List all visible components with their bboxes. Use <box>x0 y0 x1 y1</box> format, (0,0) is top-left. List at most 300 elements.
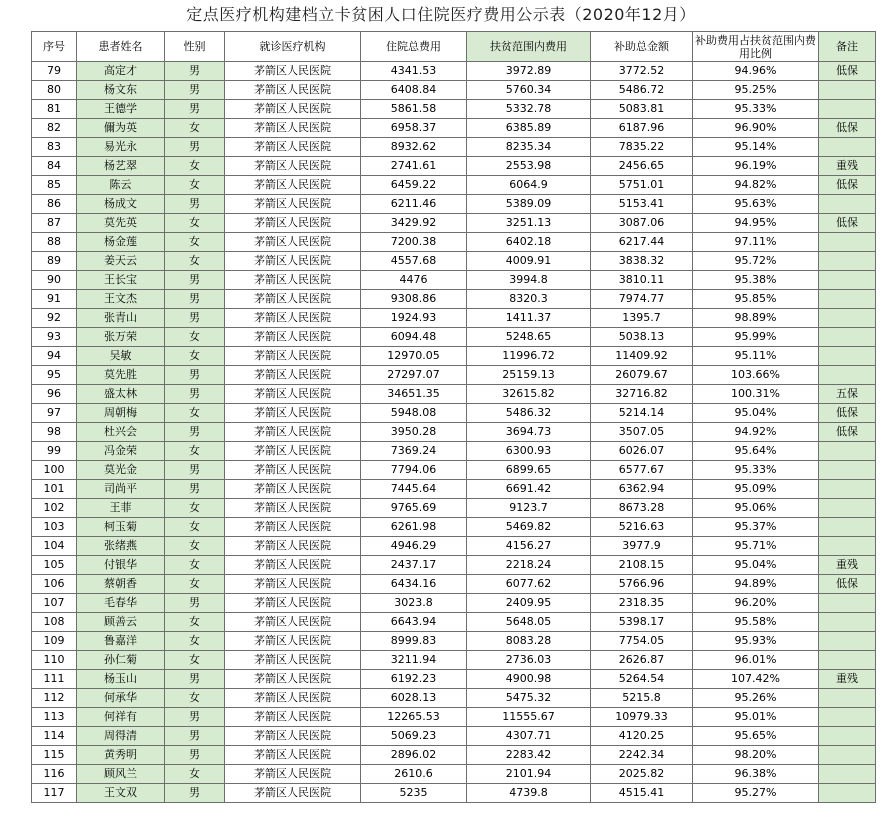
cell-note <box>819 309 876 328</box>
cell-no: 90 <box>32 271 77 290</box>
cell-note <box>819 366 876 385</box>
cell-hospital: 茅箭区人民医院 <box>225 309 361 328</box>
cell-name: 何祥有 <box>77 708 165 727</box>
cell-sex: 女 <box>165 347 225 366</box>
cell-name: 王文杰 <box>77 290 165 309</box>
cell-name: 鲁嘉洋 <box>77 632 165 651</box>
cell-ratio: 100.31% <box>693 385 819 404</box>
cell-sex: 女 <box>165 214 225 233</box>
cell-no: 112 <box>32 689 77 708</box>
cell-subsidy: 6217.44 <box>591 233 693 252</box>
cell-subsidy: 5264.54 <box>591 670 693 689</box>
cell-name: 顾风兰 <box>77 765 165 784</box>
cell-in-scope: 5248.65 <box>467 328 591 347</box>
cell-no: 81 <box>32 100 77 119</box>
cell-subsidy: 2242.34 <box>591 746 693 765</box>
cell-in-scope: 4739.8 <box>467 784 591 803</box>
cell-no: 114 <box>32 727 77 746</box>
cell-note <box>819 727 876 746</box>
cell-ratio: 95.64% <box>693 442 819 461</box>
cell-total: 4946.29 <box>361 537 467 556</box>
cell-note <box>819 252 876 271</box>
cell-hospital: 茅箭区人民医院 <box>225 233 361 252</box>
cell-no: 97 <box>32 404 77 423</box>
cell-no: 101 <box>32 480 77 499</box>
cell-name: 姜天云 <box>77 252 165 271</box>
cell-total: 9765.69 <box>361 499 467 518</box>
cell-in-scope: 4307.71 <box>467 727 591 746</box>
table-row <box>32 461 876 480</box>
cell-no: 109 <box>32 632 77 651</box>
table-row <box>32 328 876 347</box>
cell-total: 3023.8 <box>361 594 467 613</box>
cell-no: 83 <box>32 138 77 157</box>
cell-hospital: 茅箭区人民医院 <box>225 119 361 138</box>
cell-name: 柯玉菊 <box>77 518 165 537</box>
cell-subsidy: 3507.05 <box>591 423 693 442</box>
cell-subsidy: 5398.17 <box>591 613 693 632</box>
cell-ratio: 96.90% <box>693 119 819 138</box>
cell-name: 吴敏 <box>77 347 165 366</box>
cell-ratio: 95.99% <box>693 328 819 347</box>
cell-ratio: 95.04% <box>693 404 819 423</box>
cell-name: 杨成文 <box>77 195 165 214</box>
cell-in-scope: 2553.98 <box>467 157 591 176</box>
cell-sex: 男 <box>165 461 225 480</box>
cell-note: 五保 <box>819 385 876 404</box>
cell-hospital: 茅箭区人民医院 <box>225 176 361 195</box>
cell-subsidy: 4120.25 <box>591 727 693 746</box>
cell-no: 86 <box>32 195 77 214</box>
cell-sex: 男 <box>165 746 225 765</box>
cell-hospital: 茅箭区人民医院 <box>225 290 361 309</box>
cell-name: 张青山 <box>77 309 165 328</box>
cell-in-scope: 3994.8 <box>467 271 591 290</box>
cell-name: 王长宝 <box>77 271 165 290</box>
cell-in-scope: 32615.82 <box>467 385 591 404</box>
cell-hospital: 茅箭区人民医院 <box>225 499 361 518</box>
cell-total: 6408.84 <box>361 81 467 100</box>
cell-no: 108 <box>32 613 77 632</box>
cell-subsidy: 7754.05 <box>591 632 693 651</box>
cell-in-scope: 6077.62 <box>467 575 591 594</box>
cell-ratio: 95.25% <box>693 81 819 100</box>
cell-name: 张绪燕 <box>77 537 165 556</box>
cell-ratio: 95.38% <box>693 271 819 290</box>
cell-subsidy: 7835.22 <box>591 138 693 157</box>
cell-subsidy: 5216.63 <box>591 518 693 537</box>
cell-hospital: 茅箭区人民医院 <box>225 689 361 708</box>
cell-in-scope: 5486.32 <box>467 404 591 423</box>
cell-note <box>819 613 876 632</box>
cell-name: 何承华 <box>77 689 165 708</box>
table-row <box>32 309 876 328</box>
cell-subsidy: 5766.96 <box>591 575 693 594</box>
cell-no: 92 <box>32 309 77 328</box>
cell-hospital: 茅箭区人民医院 <box>225 100 361 119</box>
cell-no: 105 <box>32 556 77 575</box>
cell-ratio: 95.27% <box>693 784 819 803</box>
cell-in-scope: 2409.95 <box>467 594 591 613</box>
table-row <box>32 176 876 195</box>
cell-hospital: 茅箭区人民医院 <box>225 746 361 765</box>
cell-note <box>819 100 876 119</box>
cell-name: 王德学 <box>77 100 165 119</box>
cell-ratio: 94.82% <box>693 176 819 195</box>
cell-in-scope: 5389.09 <box>467 195 591 214</box>
cell-name: 顾善云 <box>77 613 165 632</box>
cell-name: 莫先英 <box>77 214 165 233</box>
cell-sex: 男 <box>165 708 225 727</box>
table-row <box>32 727 876 746</box>
cell-in-scope: 6385.89 <box>467 119 591 138</box>
cell-hospital: 茅箭区人民医院 <box>225 727 361 746</box>
cell-subsidy: 3977.9 <box>591 537 693 556</box>
table-row <box>32 119 876 138</box>
cell-hospital: 茅箭区人民医院 <box>225 195 361 214</box>
cell-note <box>819 784 876 803</box>
cell-hospital: 茅箭区人民医院 <box>225 784 361 803</box>
cell-note <box>819 461 876 480</box>
cell-no: 104 <box>32 537 77 556</box>
cell-hospital: 茅箭区人民医院 <box>225 252 361 271</box>
cell-in-scope: 4009.91 <box>467 252 591 271</box>
table-row <box>32 765 876 784</box>
cell-total: 2610.6 <box>361 765 467 784</box>
header-sex: 性别 <box>165 32 225 62</box>
cell-no: 84 <box>32 157 77 176</box>
cell-no: 82 <box>32 119 77 138</box>
cell-no: 87 <box>32 214 77 233</box>
cell-total: 5861.58 <box>361 100 467 119</box>
table-row <box>32 499 876 518</box>
cell-note: 重残 <box>819 670 876 689</box>
cell-note: 低保 <box>819 423 876 442</box>
cell-in-scope: 8235.34 <box>467 138 591 157</box>
cell-hospital: 茅箭区人民医院 <box>225 613 361 632</box>
cell-hospital: 茅箭区人民医院 <box>225 461 361 480</box>
cell-sex: 男 <box>165 309 225 328</box>
cell-name: 王菲 <box>77 499 165 518</box>
cell-subsidy: 2626.87 <box>591 651 693 670</box>
cell-sex: 女 <box>165 442 225 461</box>
cell-in-scope: 6300.93 <box>467 442 591 461</box>
cell-in-scope: 4156.27 <box>467 537 591 556</box>
cell-no: 85 <box>32 176 77 195</box>
cell-no: 116 <box>32 765 77 784</box>
cell-ratio: 96.01% <box>693 651 819 670</box>
cell-note <box>819 195 876 214</box>
table-row <box>32 670 876 689</box>
cell-sex: 男 <box>165 195 225 214</box>
cell-subsidy: 5153.41 <box>591 195 693 214</box>
cell-total: 3211.94 <box>361 651 467 670</box>
cell-name: 黄秀明 <box>77 746 165 765</box>
cell-sex: 男 <box>165 366 225 385</box>
table-row <box>32 62 876 81</box>
header-hospital: 就诊医疗机构 <box>225 32 361 62</box>
table-row <box>32 746 876 765</box>
cell-total: 7794.06 <box>361 461 467 480</box>
cell-subsidy: 1395.7 <box>591 309 693 328</box>
cell-subsidy: 3087.06 <box>591 214 693 233</box>
cell-note <box>819 480 876 499</box>
cell-no: 106 <box>32 575 77 594</box>
header-name: 患者姓名 <box>77 32 165 62</box>
cell-sex: 女 <box>165 328 225 347</box>
cell-sex: 女 <box>165 575 225 594</box>
cell-sex: 男 <box>165 271 225 290</box>
table-row <box>32 366 876 385</box>
header-note: 备注 <box>819 32 876 62</box>
cell-hospital: 茅箭区人民医院 <box>225 328 361 347</box>
cell-subsidy: 5214.14 <box>591 404 693 423</box>
cell-total: 12970.05 <box>361 347 467 366</box>
cell-hospital: 茅箭区人民医院 <box>225 670 361 689</box>
cell-in-scope: 5475.32 <box>467 689 591 708</box>
cell-total: 4557.68 <box>361 252 467 271</box>
cell-sex: 男 <box>165 423 225 442</box>
cell-note <box>819 746 876 765</box>
cell-note <box>819 594 876 613</box>
cell-no: 96 <box>32 385 77 404</box>
cell-note: 低保 <box>819 62 876 81</box>
cell-subsidy: 5038.13 <box>591 328 693 347</box>
cell-ratio: 96.38% <box>693 765 819 784</box>
cell-no: 94 <box>32 347 77 366</box>
cell-note <box>819 271 876 290</box>
cell-name: 杜兴会 <box>77 423 165 442</box>
cell-no: 107 <box>32 594 77 613</box>
cell-hospital: 茅箭区人民医院 <box>225 651 361 670</box>
table-row <box>32 480 876 499</box>
cell-sex: 男 <box>165 784 225 803</box>
cell-hospital: 茅箭区人民医院 <box>225 138 361 157</box>
table-row <box>32 271 876 290</box>
cell-in-scope: 3251.13 <box>467 214 591 233</box>
cell-subsidy: 2318.35 <box>591 594 693 613</box>
cell-subsidy: 5215.8 <box>591 689 693 708</box>
table-row <box>32 518 876 537</box>
cell-name: 周得清 <box>77 727 165 746</box>
cell-subsidy: 10979.33 <box>591 708 693 727</box>
table-row <box>32 233 876 252</box>
cell-total: 9308.86 <box>361 290 467 309</box>
cell-no: 113 <box>32 708 77 727</box>
cell-ratio: 95.71% <box>693 537 819 556</box>
cell-name: 杨文东 <box>77 81 165 100</box>
cell-no: 110 <box>32 651 77 670</box>
table-row <box>32 442 876 461</box>
cell-note <box>819 81 876 100</box>
table-row <box>32 708 876 727</box>
cell-sex: 女 <box>165 233 225 252</box>
cell-sex: 女 <box>165 404 225 423</box>
cell-subsidy: 7974.77 <box>591 290 693 309</box>
cell-sex: 女 <box>165 518 225 537</box>
cell-name: 杨金莲 <box>77 233 165 252</box>
cell-hospital: 茅箭区人民医院 <box>225 537 361 556</box>
cell-hospital: 茅箭区人民医院 <box>225 708 361 727</box>
cell-name: 陈云 <box>77 176 165 195</box>
cell-subsidy: 2456.65 <box>591 157 693 176</box>
header-in-scope: 扶贫范围内费用 <box>467 32 591 62</box>
cell-hospital: 茅箭区人民医院 <box>225 594 361 613</box>
cell-total: 6028.13 <box>361 689 467 708</box>
cell-note: 低保 <box>819 575 876 594</box>
header-ratio: 补助费用占扶贫范围内费用比例 <box>693 32 819 62</box>
header-subsidy: 补助总金额 <box>591 32 693 62</box>
table-row <box>32 290 876 309</box>
cell-hospital: 茅箭区人民医院 <box>225 765 361 784</box>
cell-note <box>819 290 876 309</box>
cell-note: 低保 <box>819 176 876 195</box>
cell-hospital: 茅箭区人民医院 <box>225 271 361 290</box>
cell-ratio: 94.89% <box>693 575 819 594</box>
cell-ratio: 107.42% <box>693 670 819 689</box>
cell-note <box>819 347 876 366</box>
cell-no: 80 <box>32 81 77 100</box>
cell-subsidy: 3838.32 <box>591 252 693 271</box>
cell-sex: 女 <box>165 499 225 518</box>
cell-name: 莫先胜 <box>77 366 165 385</box>
cell-hospital: 茅箭区人民医院 <box>225 556 361 575</box>
cell-subsidy: 6577.67 <box>591 461 693 480</box>
cell-total: 6643.94 <box>361 613 467 632</box>
header-total: 住院总费用 <box>361 32 467 62</box>
cell-name: 冯金荣 <box>77 442 165 461</box>
cell-ratio: 95.37% <box>693 518 819 537</box>
cell-in-scope: 3972.89 <box>467 62 591 81</box>
cell-ratio: 95.14% <box>693 138 819 157</box>
cell-subsidy: 6026.07 <box>591 442 693 461</box>
cell-name: 杨玉山 <box>77 670 165 689</box>
cell-no: 102 <box>32 499 77 518</box>
cell-total: 3429.92 <box>361 214 467 233</box>
cell-sex: 女 <box>165 176 225 195</box>
cell-no: 89 <box>32 252 77 271</box>
cell-in-scope: 6402.18 <box>467 233 591 252</box>
cell-in-scope: 3694.73 <box>467 423 591 442</box>
cell-hospital: 茅箭区人民医院 <box>225 62 361 81</box>
table-row <box>32 689 876 708</box>
header-no: 序号 <box>32 32 77 62</box>
table-row <box>32 252 876 271</box>
cell-sex: 女 <box>165 651 225 670</box>
cell-total: 6459.22 <box>361 176 467 195</box>
cell-no: 93 <box>32 328 77 347</box>
cell-name: 毛春华 <box>77 594 165 613</box>
cell-note <box>819 442 876 461</box>
cell-note <box>819 328 876 347</box>
cell-in-scope: 8320.3 <box>467 290 591 309</box>
cell-no: 99 <box>32 442 77 461</box>
cell-hospital: 茅箭区人民医院 <box>225 214 361 233</box>
cell-sex: 男 <box>165 290 225 309</box>
cell-hospital: 茅箭区人民医院 <box>225 366 361 385</box>
cell-name: 儞为英 <box>77 119 165 138</box>
cell-ratio: 103.66% <box>693 366 819 385</box>
cell-subsidy: 2025.82 <box>591 765 693 784</box>
table-row <box>32 138 876 157</box>
cell-in-scope: 4900.98 <box>467 670 591 689</box>
cell-note <box>819 499 876 518</box>
cell-in-scope: 5648.05 <box>467 613 591 632</box>
cell-subsidy: 2108.15 <box>591 556 693 575</box>
cell-sex: 女 <box>165 689 225 708</box>
cell-subsidy: 26079.67 <box>591 366 693 385</box>
cell-total: 6958.37 <box>361 119 467 138</box>
cell-sex: 女 <box>165 765 225 784</box>
cell-sex: 女 <box>165 157 225 176</box>
cell-subsidy: 8673.28 <box>591 499 693 518</box>
cell-sex: 女 <box>165 556 225 575</box>
table-row <box>32 651 876 670</box>
cell-hospital: 茅箭区人民医院 <box>225 385 361 404</box>
cell-ratio: 95.33% <box>693 461 819 480</box>
cell-ratio: 97.11% <box>693 233 819 252</box>
cell-note: 低保 <box>819 119 876 138</box>
cell-sex: 男 <box>165 62 225 81</box>
cell-name: 盛太林 <box>77 385 165 404</box>
cell-name: 周朝梅 <box>77 404 165 423</box>
cell-in-scope: 5760.34 <box>467 81 591 100</box>
cell-in-scope: 6691.42 <box>467 480 591 499</box>
table-header-row <box>32 32 876 62</box>
cell-subsidy: 6362.94 <box>591 480 693 499</box>
cell-no: 111 <box>32 670 77 689</box>
cell-no: 91 <box>32 290 77 309</box>
table-row <box>32 214 876 233</box>
table-row <box>32 100 876 119</box>
cell-sex: 男 <box>165 385 225 404</box>
expense-table <box>31 31 876 803</box>
cell-name: 孙仁菊 <box>77 651 165 670</box>
cell-hospital: 茅箭区人民医院 <box>225 157 361 176</box>
cell-subsidy: 3772.52 <box>591 62 693 81</box>
table-row <box>32 784 876 803</box>
cell-total: 6211.46 <box>361 195 467 214</box>
cell-total: 4341.53 <box>361 62 467 81</box>
table-row <box>32 613 876 632</box>
cell-hospital: 茅箭区人民医院 <box>225 442 361 461</box>
cell-sex: 女 <box>165 613 225 632</box>
cell-name: 张万荣 <box>77 328 165 347</box>
cell-no: 103 <box>32 518 77 537</box>
cell-hospital: 茅箭区人民医院 <box>225 480 361 499</box>
cell-name: 易光永 <box>77 138 165 157</box>
cell-hospital: 茅箭区人民医院 <box>225 423 361 442</box>
cell-note <box>819 537 876 556</box>
cell-ratio: 96.19% <box>693 157 819 176</box>
cell-total: 1924.93 <box>361 309 467 328</box>
cell-sex: 男 <box>165 100 225 119</box>
cell-hospital: 茅箭区人民医院 <box>225 347 361 366</box>
cell-note <box>819 708 876 727</box>
cell-in-scope: 5332.78 <box>467 100 591 119</box>
cell-total: 6192.23 <box>361 670 467 689</box>
cell-ratio: 95.04% <box>693 556 819 575</box>
cell-subsidy: 5486.72 <box>591 81 693 100</box>
cell-sex: 男 <box>165 594 225 613</box>
cell-in-scope: 8083.28 <box>467 632 591 651</box>
cell-ratio: 95.72% <box>693 252 819 271</box>
cell-total: 8999.83 <box>361 632 467 651</box>
cell-ratio: 95.01% <box>693 708 819 727</box>
cell-note <box>819 765 876 784</box>
table-row <box>32 537 876 556</box>
cell-in-scope: 1411.37 <box>467 309 591 328</box>
